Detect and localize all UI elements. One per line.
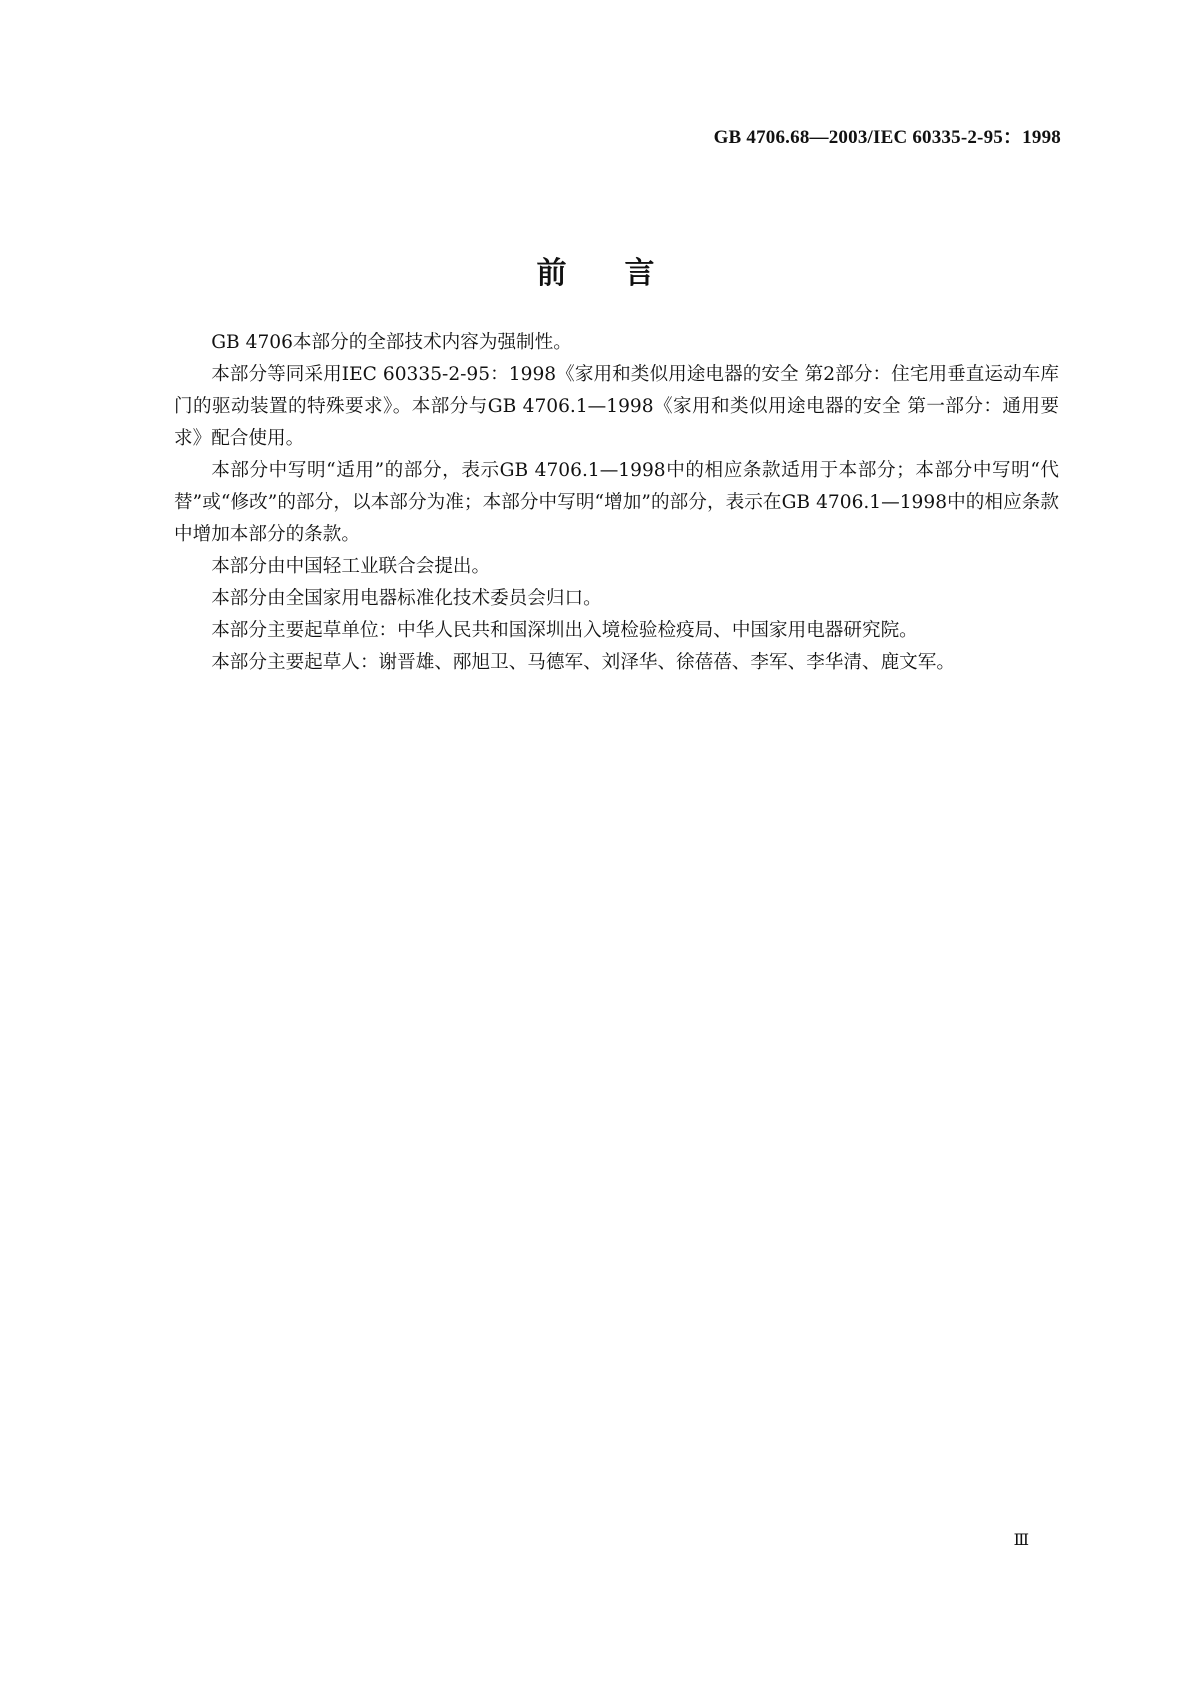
paragraph-administration: 本部分由全国家用电器标准化技术委员会归口。 — [211, 588, 602, 609]
paragraph-proposer: 本部分由中国轻工业联合会提出。 — [211, 556, 491, 577]
paragraph-drafting-units: 本部分主要起草单位：中华人民共和国深圳出入境检验检疫局、中国家用电器研究院。 — [211, 620, 918, 641]
paragraph-usage-terms: 本部分中写明“适用”的部分，表示GB 4706.1—1998中的相应条款适用于本部分；本部分中写明“代替”或“修改”的部分，以本部分为准；本部分中写明“增加”的部分，表示在GB 4706.1—1998中的相应条款中增加本部分的条款。 — [174, 460, 1059, 545]
foreword-body — [174, 327, 1059, 679]
paragraph-mandatory-statement: GB 4706本部分的全部技术内容为强制性。 — [211, 332, 572, 353]
page-number: Ⅲ — [1013, 1532, 1029, 1549]
paragraph-adoption: 本部分等同采用IEC 60335-2-95：1998《家用和类似用途电器的安全 第2部分：住宅用垂直运动车库门的驱动装置的特殊要求》。本部分与GB 4706.1—1998《家用和类似用途电器的安全 第一部分：通用要求》配合使用。 — [174, 364, 1059, 449]
paragraph-drafters: 本部分主要起草人：谢晋雄、邴旭卫、马德军、刘泽华、徐蓓蓓、李军、李华清、鹿文军。 — [211, 652, 955, 673]
standard-code-header: GB 4706.68—2003/IEC 60335-2-95：1998 — [713, 127, 1061, 148]
page-title: 前言 — [536, 256, 713, 292]
